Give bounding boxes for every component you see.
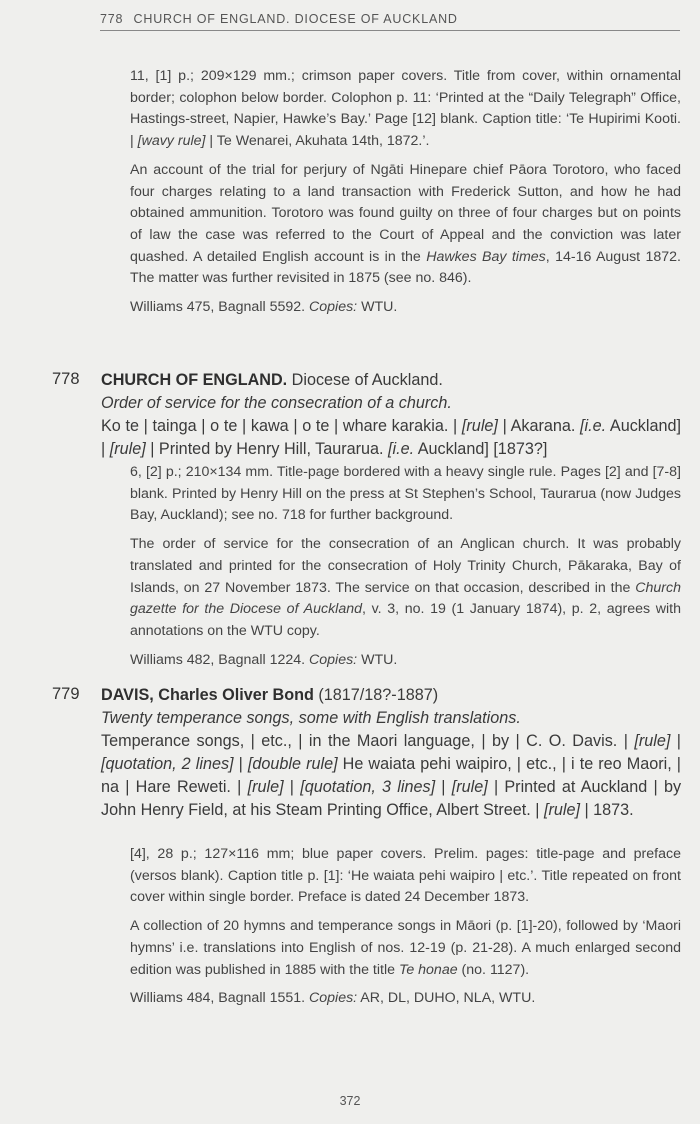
cont-note: An account of the trial for perjury of Ngāti Hinepare chief Pāora Torotoro, who faced four charges relating to a land transaction with Frederick Sutton, and how he had obtained ammunition. Torotoro was found guilty on three of four charges but on points of law the case was referred to the Court of Appeal and the conviction was later quashed. A detailed English account is in the Hawkes Bay times, 14-16 August 1872. The matter was further revisited in 1875 (see no. 846). <box>130 161 682 287</box>
cont-description: 11, [1] p.; 209×129 mm.; crimson paper covers. Title from cover, within ornamental border; colophon below border. Colophon p. 11: ‘Printed at the “Daily Telegraph” Office, Hastings-street, Napier, Hawke’s Bay.’ Page [12] blank. Caption title: ‘Te Hupirimi Kooti. | [wavy rule] | Te Wenarei, Akuhata 14th, 1872.’. <box>130 68 681 150</box>
entry-779-name: DAVIS, Charles Oliver Bond (1817/18?-1887) <box>101 686 439 704</box>
cont-references: Williams 475, Bagnall 5592. Copies: WTU. <box>130 299 398 316</box>
entry-778-name: CHURCH OF ENGLAND. Diocese of Auckland. <box>101 371 443 389</box>
entry-779-body <box>130 844 681 1017</box>
entry-779-description: [4], 28 p.; 127×116 mm; blue paper covers. Prelim. pages: title-page and preface (versos blank). Caption title p. [1]: ‘He waiata pehi waipiro | etc.’. Title repeated on front cover within single border. Preface is dated 24 December 1873. <box>130 846 681 906</box>
running-head-title: CHURCH OF ENGLAND. DIOCESE OF AUCKLAND <box>133 12 458 26</box>
page-number: 372 <box>339 1094 361 1108</box>
entry-778-heading <box>101 369 681 461</box>
entry-778-note: The order of service for the consecration of an Anglican church. It was probably translated and printed for the consecration of Holy Trinity Church, Pākaraka, Bay of Islands, on 27 November 1873. The service on that occasion, described in the Church gazette for the Diocese of Auckland, v. 3, no. 19 (1 January 1874), p. 2, agrees with annotations on the WTU copy. <box>130 536 681 639</box>
entry-778-references: Williams 482, Bagnall 1224. Copies: WTU. <box>130 651 398 668</box>
running-head-number: 778 <box>100 12 124 26</box>
entry-778-body <box>130 462 681 678</box>
entry-778-title: Order of service for the consecration of a church. <box>101 394 452 412</box>
running-head <box>100 12 680 31</box>
entry-779-heading <box>101 684 681 822</box>
continued-entry <box>130 66 681 326</box>
entry-779-references: Williams 484, Bagnall 1551. Copies: AR, DL, DUHO, NLA, WTU. <box>130 990 536 1007</box>
entry-778-description: 6, [2] p.; 210×134 mm. Title-page bordered with a heavy single rule. Pages [2] and [7-8] blank. Printed by Henry Hill on the press at St Stephen’s School, Taurarua (now Judges Bay, Auckland); see no. 718 for further background. <box>130 464 681 524</box>
entry-778-transcription: Ko te | tainga | o te | kawa | o te | whare karakia. | [rule] | Akarana. [i.e. Auckland] | [rule] | Printed by Henry Hill, Taurarua. [i.e. Auckland] [1873?] <box>101 417 681 458</box>
entry-number-778: 778 <box>52 370 80 388</box>
entry-779-note: A collection of 20 hymns and temperance songs in Māori (p. [1]-20), followed by ‘Maori hymns’ i.e. translations into English of nos. 12-19 (p. 21-28). A much enlarged second edition was published in 1885 with the title Te honae (no. 1127). <box>130 918 681 978</box>
entry-779-title: Twenty temperance songs, some with English translations. <box>101 709 521 727</box>
entry-779-transcription: Temperance songs, | etc., | in the Maori language, | by | C. O. Davis. | [rule] | [quotation, 2 lines] | [double rule] He waiata pehi waipiro, | etc., | i te reo Maori, | na | Hare Reweti. | [rule] | [quotation, 3 lines] | [rule] | Printed at Auckland | by John Henry Field, at his Steam Printing Office, Albert Street. | [rule] | 1873. <box>101 732 682 819</box>
entry-number-779: 779 <box>52 685 80 703</box>
